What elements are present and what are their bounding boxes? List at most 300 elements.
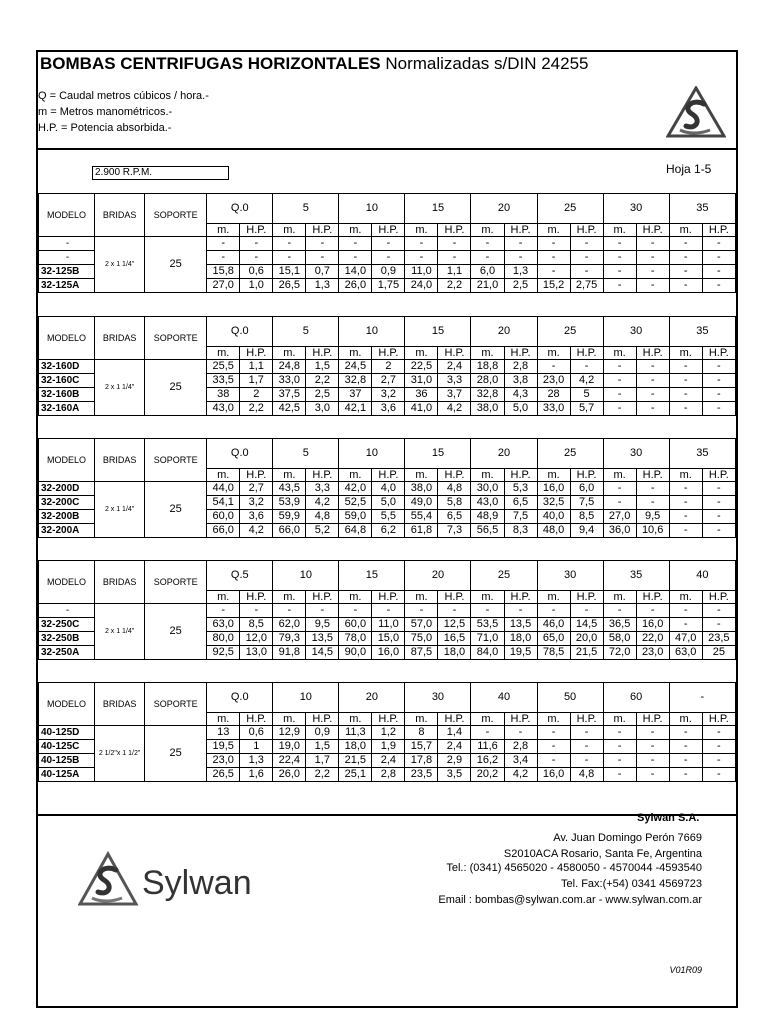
hp-cell: 3,2	[240, 496, 273, 510]
hp-cell: -	[636, 360, 669, 374]
meters-cell: 60,0	[339, 618, 372, 632]
hp-cell: -	[702, 604, 735, 618]
legend-hp: H.P. = Potencia absorbida.-	[38, 122, 172, 134]
meters-subheader: m.	[273, 713, 306, 726]
meters-cell: -	[537, 237, 570, 251]
flow-header: 25	[537, 194, 603, 224]
meters-cell: -	[669, 388, 702, 402]
hp-cell: -	[636, 496, 669, 510]
hp-subheader: H.P.	[438, 713, 471, 726]
model-cell: 40-125C	[39, 740, 95, 754]
meters-cell: 62,0	[273, 618, 306, 632]
meters-cell: -	[273, 237, 306, 251]
hp-cell: 10,6	[636, 524, 669, 538]
meters-cell: -	[537, 604, 570, 618]
hp-subheader: H.P.	[702, 347, 735, 360]
meters-cell: 38,0	[405, 482, 438, 496]
meters-cell: 28,0	[471, 374, 504, 388]
hp-cell: 12,5	[438, 618, 471, 632]
hp-cell: -	[570, 237, 603, 251]
hp-cell: -	[372, 251, 405, 265]
hp-cell: -	[438, 251, 471, 265]
email-line[interactable]: Email : bombas@sylwan.com.ar - www.sylwan.com.ar	[438, 894, 702, 906]
company-name: Sylwan S.A.	[637, 812, 700, 824]
hp-cell: -	[702, 496, 735, 510]
hp-cell: 3,2	[372, 388, 405, 402]
table-row	[39, 604, 736, 618]
hp-subheader: H.P.	[702, 469, 735, 482]
hp-cell: 3,8	[504, 374, 537, 388]
meters-cell: 84,0	[471, 646, 504, 660]
hp-cell: 1,0	[240, 279, 273, 293]
hp-cell: 5,0	[372, 496, 405, 510]
hp-cell: -	[702, 768, 735, 782]
meters-cell: -	[669, 524, 702, 538]
modelo-header: MODELO	[39, 439, 95, 482]
hp-cell: 5,0	[504, 402, 537, 416]
meters-cell: -	[471, 604, 504, 618]
hp-subheader: H.P.	[570, 469, 603, 482]
meters-cell: -	[537, 726, 570, 740]
hp-cell: 1,4	[438, 726, 471, 740]
flow-header: 40	[669, 561, 735, 591]
meters-subheader: m.	[207, 224, 240, 237]
meters-cell: -	[603, 754, 636, 768]
pump-performance-table	[38, 560, 736, 660]
address-line: Av. Juan Domingo Perón 7669	[553, 832, 702, 844]
soporte-header: SOPORTE	[145, 561, 207, 604]
meters-cell: 21,0	[471, 279, 504, 293]
meters-cell: -	[669, 726, 702, 740]
meters-cell: 25,5	[207, 360, 240, 374]
hp-cell: 19,5	[504, 646, 537, 660]
meters-cell: -	[669, 482, 702, 496]
hp-subheader: H.P.	[372, 591, 405, 604]
flow-header: 25	[537, 317, 603, 347]
hp-cell: -	[702, 524, 735, 538]
hp-cell: 8,5	[570, 510, 603, 524]
soporte-header: SOPORTE	[145, 194, 207, 237]
hp-subheader: H.P.	[438, 591, 471, 604]
flow-header: 5	[273, 194, 339, 224]
hp-cell: 3,4	[504, 754, 537, 768]
hp-subheader: H.P.	[240, 713, 273, 726]
model-cell: 32-125A	[39, 279, 95, 293]
hp-subheader: H.P.	[240, 224, 273, 237]
soporte-header: SOPORTE	[145, 317, 207, 360]
flow-header: 35	[669, 317, 735, 347]
meters-cell: 46,0	[537, 618, 570, 632]
hp-subheader: H.P.	[438, 224, 471, 237]
meters-cell: 43,0	[207, 402, 240, 416]
soporte-cell: 25	[145, 604, 207, 660]
meters-subheader: m.	[669, 591, 702, 604]
hp-cell: 2,9	[438, 754, 471, 768]
hp-cell: 1,9	[372, 740, 405, 754]
hp-cell: 0,9	[372, 265, 405, 279]
flow-header: 10	[339, 194, 405, 224]
hp-cell: -	[570, 726, 603, 740]
meters-subheader: m.	[405, 224, 438, 237]
hp-cell: -	[636, 482, 669, 496]
meters-cell: -	[471, 726, 504, 740]
flow-header: 40	[471, 683, 537, 713]
meters-cell: 11,3	[339, 726, 372, 740]
meters-cell: -	[537, 265, 570, 279]
hp-cell: -	[306, 237, 339, 251]
hp-cell: 2,4	[372, 754, 405, 768]
flow-header: 20	[405, 561, 471, 591]
meters-subheader: m.	[669, 713, 702, 726]
version-code: V01R09	[669, 965, 702, 975]
meters-cell: 24,5	[339, 360, 372, 374]
meters-subheader: m.	[339, 347, 372, 360]
hp-cell: -	[702, 374, 735, 388]
meters-cell: 16,0	[537, 482, 570, 496]
meters-cell: -	[603, 265, 636, 279]
meters-cell: -	[669, 279, 702, 293]
data-sheet	[36, 50, 738, 1008]
hp-cell: 4,8	[306, 510, 339, 524]
hp-cell: 5,3	[504, 482, 537, 496]
hp-cell: 4,8	[570, 768, 603, 782]
hp-cell: -	[636, 740, 669, 754]
hp-subheader: H.P.	[438, 469, 471, 482]
meters-cell: 23,5	[405, 768, 438, 782]
hp-subheader: H.P.	[438, 347, 471, 360]
hp-subheader: H.P.	[306, 713, 339, 726]
hp-cell: 2,8	[504, 740, 537, 754]
meters-cell: 16,2	[471, 754, 504, 768]
hp-subheader: H.P.	[372, 224, 405, 237]
hp-cell: 1,2	[372, 726, 405, 740]
meters-subheader: m.	[669, 469, 702, 482]
meters-cell: 15,1	[273, 265, 306, 279]
hp-cell: 1,7	[306, 754, 339, 768]
flow-header: 5	[273, 439, 339, 469]
hp-subheader: H.P.	[306, 469, 339, 482]
meters-subheader: m.	[273, 347, 306, 360]
flow-header: -	[669, 683, 735, 713]
meters-subheader: m.	[207, 469, 240, 482]
sheet-number: Hoja 1-5	[666, 162, 712, 176]
hp-subheader: H.P.	[504, 224, 537, 237]
meters-cell: 27,0	[603, 510, 636, 524]
model-cell: -	[39, 237, 95, 251]
hp-subheader: H.P.	[702, 224, 735, 237]
hp-cell: -	[702, 402, 735, 416]
hp-cell: -	[702, 754, 735, 768]
hp-cell: 3,7	[438, 388, 471, 402]
meters-cell: 59,0	[339, 510, 372, 524]
hp-cell: 3,3	[306, 482, 339, 496]
meters-cell: 65,0	[537, 632, 570, 646]
meters-cell: 59,9	[273, 510, 306, 524]
meters-cell: 17,8	[405, 754, 438, 768]
pump-table-section	[38, 560, 736, 660]
meters-cell: 52,5	[339, 496, 372, 510]
meters-cell: 24,8	[273, 360, 306, 374]
hp-cell: 4,2	[306, 496, 339, 510]
meters-cell: -	[471, 251, 504, 265]
meters-cell: -	[537, 251, 570, 265]
flow-header: 60	[603, 683, 669, 713]
meters-cell: 33,0	[273, 374, 306, 388]
meters-cell: 43,5	[273, 482, 306, 496]
hp-cell: 3,6	[372, 402, 405, 416]
meters-subheader: m.	[405, 591, 438, 604]
hp-subheader: H.P.	[702, 591, 735, 604]
meters-cell: -	[669, 754, 702, 768]
flow-header: 10	[339, 317, 405, 347]
meters-cell: -	[669, 604, 702, 618]
meters-subheader: m.	[405, 347, 438, 360]
rpm-box: 2.900 R.P.M.	[92, 166, 229, 180]
hp-cell: 9,5	[636, 510, 669, 524]
meters-subheader: m.	[471, 713, 504, 726]
table-row	[39, 237, 736, 251]
hp-cell: -	[240, 251, 273, 265]
meters-subheader: m.	[339, 713, 372, 726]
modelo-header: MODELO	[39, 317, 95, 360]
hp-subheader: H.P.	[504, 591, 537, 604]
hp-cell: 2,7	[240, 482, 273, 496]
hp-subheader: H.P.	[570, 224, 603, 237]
flow-header: 30	[405, 683, 471, 713]
hp-cell: -	[636, 604, 669, 618]
hp-cell: -	[702, 618, 735, 632]
meters-cell: 26,5	[207, 768, 240, 782]
pump-table-section	[38, 316, 736, 416]
title-norm: Normalizadas s/DIN 24255	[385, 54, 589, 73]
hp-cell: 1,5	[306, 360, 339, 374]
flow-header: 15	[405, 439, 471, 469]
meters-cell: -	[669, 402, 702, 416]
model-cell: 32-250A	[39, 646, 95, 660]
hp-cell: -	[306, 604, 339, 618]
hp-cell: -	[570, 360, 603, 374]
meters-cell: 48,9	[471, 510, 504, 524]
hp-cell: 1,1	[438, 265, 471, 279]
hp-cell: -	[372, 604, 405, 618]
hp-subheader: H.P.	[372, 347, 405, 360]
meters-cell: 22,5	[405, 360, 438, 374]
meters-cell: 23,0	[207, 754, 240, 768]
meters-subheader: m.	[273, 224, 306, 237]
meters-cell: 19,0	[273, 740, 306, 754]
hp-cell: 16,0	[372, 646, 405, 660]
hp-cell: 1	[240, 740, 273, 754]
meters-cell: 19,5	[207, 740, 240, 754]
meters-cell: 63,0	[669, 646, 702, 660]
meters-cell: 56,5	[471, 524, 504, 538]
meters-cell: 20,2	[471, 768, 504, 782]
meters-cell: 14,0	[339, 265, 372, 279]
meters-cell: 24,0	[405, 279, 438, 293]
pump-table-section	[38, 438, 736, 538]
model-cell: 40-125B	[39, 754, 95, 768]
bridas-header: BRIDAS	[95, 439, 145, 482]
model-cell: 32-160C	[39, 374, 95, 388]
meters-cell: -	[603, 740, 636, 754]
flow-header: 35	[669, 439, 735, 469]
flow-header: Q.5	[207, 561, 273, 591]
hp-cell: 2,2	[438, 279, 471, 293]
hp-cell: 1,6	[240, 768, 273, 782]
meters-cell: -	[669, 510, 702, 524]
hp-cell: -	[636, 754, 669, 768]
meters-subheader: m.	[273, 469, 306, 482]
page-title	[40, 54, 589, 74]
divider	[38, 148, 736, 150]
hp-cell: -	[702, 279, 735, 293]
meters-cell: 78,5	[537, 646, 570, 660]
meters-cell: 15,7	[405, 740, 438, 754]
hp-cell: 2	[240, 388, 273, 402]
meters-cell: 36,5	[603, 618, 636, 632]
bridas-cell: 2 1/2"x 1 1/2"	[95, 726, 145, 782]
meters-cell: 37,5	[273, 388, 306, 402]
bridas-cell: 2 x 1 1/4"	[95, 482, 145, 538]
meters-cell: -	[603, 726, 636, 740]
meters-cell: 54,1	[207, 496, 240, 510]
meters-cell: -	[537, 360, 570, 374]
meters-cell: -	[273, 604, 306, 618]
sylwan-brand-logo	[78, 850, 268, 912]
meters-cell: -	[669, 496, 702, 510]
meters-subheader: m.	[339, 469, 372, 482]
meters-cell: -	[405, 237, 438, 251]
hp-subheader: H.P.	[372, 469, 405, 482]
meters-cell: -	[339, 237, 372, 251]
flow-header: 50	[537, 683, 603, 713]
meters-cell: -	[471, 237, 504, 251]
meters-cell: 25,1	[339, 768, 372, 782]
hp-cell: 4,3	[504, 388, 537, 402]
meters-cell: -	[603, 237, 636, 251]
soporte-cell: 25	[145, 482, 207, 538]
table-header-row	[39, 561, 736, 591]
meters-cell: 42,0	[339, 482, 372, 496]
meters-cell: -	[339, 604, 372, 618]
hp-cell: 7,3	[438, 524, 471, 538]
meters-cell: 18,8	[471, 360, 504, 374]
hp-cell: -	[504, 604, 537, 618]
meters-cell: -	[207, 604, 240, 618]
hp-cell: 5,8	[438, 496, 471, 510]
hp-cell: 14,5	[306, 646, 339, 660]
hp-subheader: H.P.	[240, 469, 273, 482]
flow-header: 35	[669, 194, 735, 224]
hp-cell: 2,75	[570, 279, 603, 293]
meters-cell: -	[603, 360, 636, 374]
meters-subheader: m.	[405, 469, 438, 482]
hp-cell: 3,6	[240, 510, 273, 524]
hp-cell: 4,0	[372, 482, 405, 496]
hp-cell: -	[240, 604, 273, 618]
hp-cell: -	[240, 237, 273, 251]
hp-cell: 12,0	[240, 632, 273, 646]
hp-cell: -	[570, 604, 603, 618]
hp-cell: 4,2	[504, 768, 537, 782]
flow-header: Q.0	[207, 194, 273, 224]
meters-cell: 28	[537, 388, 570, 402]
meters-cell: 33,5	[207, 374, 240, 388]
meters-cell: 80,0	[207, 632, 240, 646]
table-row	[39, 482, 736, 496]
meters-cell: 30,0	[471, 482, 504, 496]
hp-cell: 21,5	[570, 646, 603, 660]
meters-subheader: m.	[603, 591, 636, 604]
meters-cell: 75,0	[405, 632, 438, 646]
meters-cell: -	[603, 279, 636, 293]
table-header-row	[39, 683, 736, 713]
model-cell: 32-160A	[39, 402, 95, 416]
bridas-header: BRIDAS	[95, 194, 145, 237]
flow-header: 15	[339, 561, 405, 591]
flow-header: 25	[471, 561, 537, 591]
meters-subheader: m.	[207, 713, 240, 726]
hp-cell: 6,2	[372, 524, 405, 538]
phones-line: Tel.: (0341) 4565020 - 4580050 - 4570044 -4593540	[446, 862, 702, 874]
meters-cell: 79,3	[273, 632, 306, 646]
hp-cell: 4,8	[438, 482, 471, 496]
meters-subheader: m.	[603, 224, 636, 237]
meters-cell: 91,8	[273, 646, 306, 660]
meters-cell: 66,0	[273, 524, 306, 538]
hp-cell: 16,0	[636, 618, 669, 632]
sylwan-logo-icon	[666, 86, 726, 144]
hp-cell: 1,3	[306, 279, 339, 293]
soporte-cell: 25	[145, 726, 207, 782]
hp-cell: -	[438, 604, 471, 618]
hp-cell: 8,5	[240, 618, 273, 632]
hp-cell: 6,5	[438, 510, 471, 524]
hp-cell: 6,0	[570, 482, 603, 496]
meters-cell: -	[405, 604, 438, 618]
meters-cell: 26,0	[339, 279, 372, 293]
meters-cell: -	[207, 251, 240, 265]
meters-cell: -	[669, 360, 702, 374]
hp-cell: -	[636, 374, 669, 388]
hp-cell: -	[372, 237, 405, 251]
hp-cell: 5,2	[306, 524, 339, 538]
hp-cell: 2	[372, 360, 405, 374]
hp-subheader: H.P.	[240, 591, 273, 604]
meters-cell: 49,0	[405, 496, 438, 510]
meters-cell: 11,0	[405, 265, 438, 279]
model-cell: 32-200D	[39, 482, 95, 496]
hp-cell: 23,5	[702, 632, 735, 646]
hp-cell: -	[438, 237, 471, 251]
flow-header: Q.0	[207, 439, 273, 469]
flow-header: 20	[339, 683, 405, 713]
meters-cell: -	[603, 388, 636, 402]
hp-cell: -	[504, 726, 537, 740]
hp-cell: -	[306, 251, 339, 265]
hp-cell: 16,5	[438, 632, 471, 646]
hp-subheader: H.P.	[570, 347, 603, 360]
model-cell: 32-200A	[39, 524, 95, 538]
hp-cell: -	[570, 265, 603, 279]
model-cell: -	[39, 604, 95, 618]
hp-cell: -	[702, 251, 735, 265]
model-cell: 40-125A	[39, 768, 95, 782]
hp-cell: -	[570, 754, 603, 768]
meters-cell: -	[207, 237, 240, 251]
hp-cell: -	[504, 237, 537, 251]
hp-cell: -	[702, 388, 735, 402]
